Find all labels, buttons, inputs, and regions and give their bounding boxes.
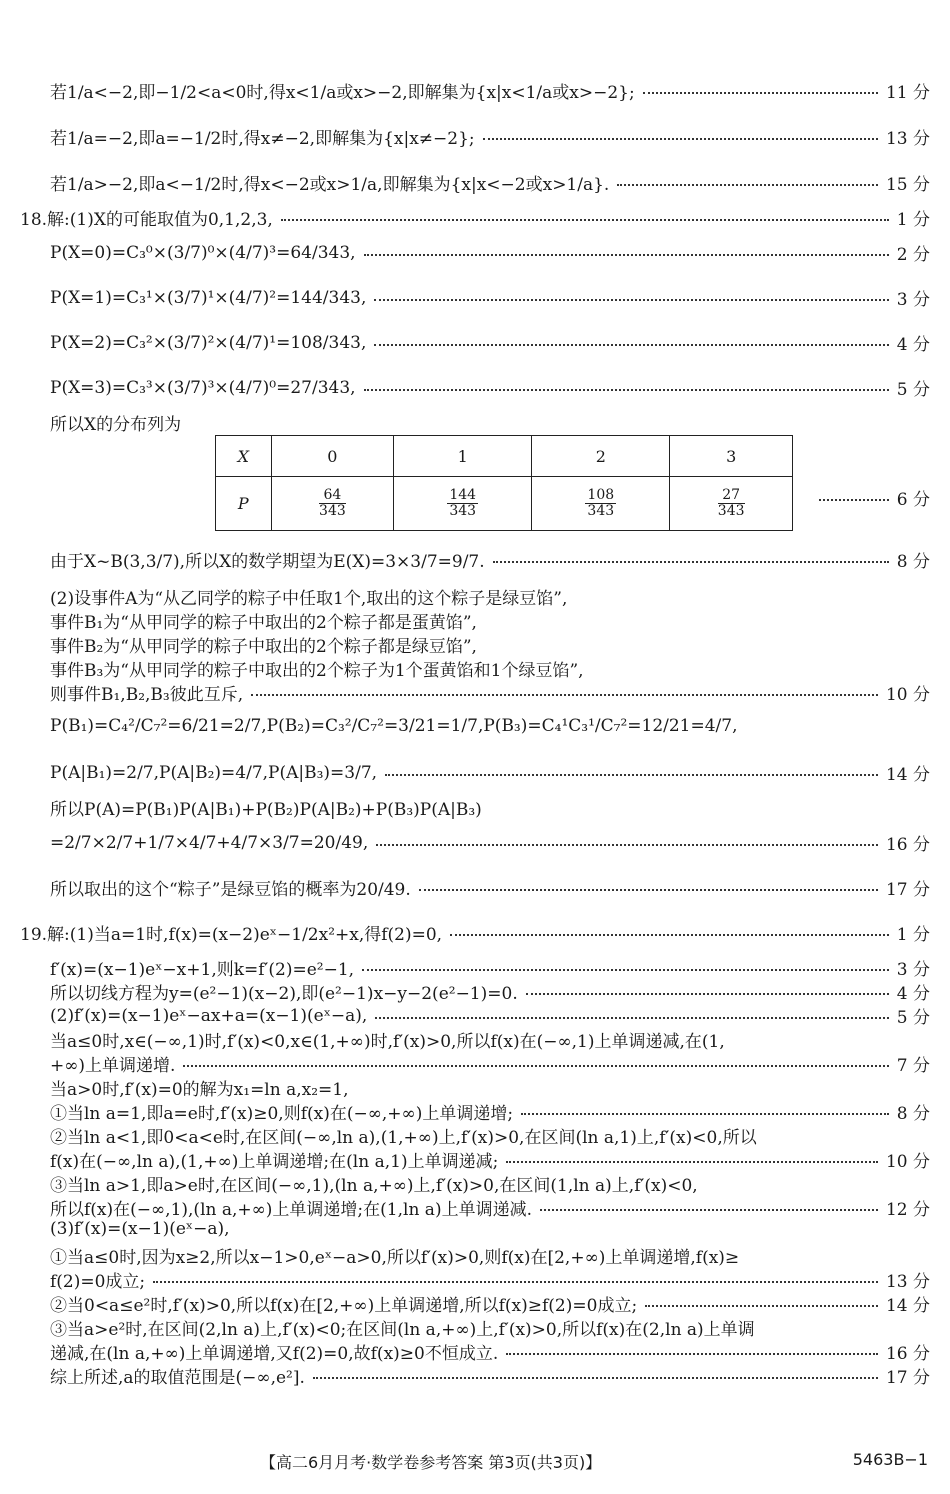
answer-line: P(X=0)=C₃⁰×(3/7)⁰×(4/7)³=64/343, 2 分 [50,242,930,265]
answer-line: 综上所述,a的取值范围是(−∞,e²]. 17 分 [50,1368,930,1388]
fraction: $\frac{64}{343}$ [319,487,346,519]
table-row [216,477,793,531]
table-score: 6 分 [819,485,930,510]
answer-line: 事件B₂为“从甲同学的粽子中取出的2个粽子都是绿豆馅”, [50,637,477,657]
table-cell: 1 [394,436,532,477]
answer-line: 若1/a=−2,即a=−1/2时,得x≠−2,即解集为{x|x≠−2}; 13 分 [50,129,930,149]
answer-line: P(X=3)=C₃³×(3/7)³×(4/7)⁰=27/343, 5 分 [50,377,930,400]
distribution-table [215,435,793,531]
answer-line: 若1/a<−2,即−1/2<a<0时,得x<1/a或x>−2,即解集为{x|x<1/a或x>−2}; 11 分 [50,83,930,103]
footer-title: 【高二6月月考·数学卷参考答案 第3页(共3页)】 [260,1453,602,1472]
answer-line: P(B₁)=C₄²/C₇²=6/21=2/7,P(B₂)=C₃²/C₇²=3/21=1/7,P(B₃)=C₄¹C₃¹/C₇²=12/21=4/7, [50,716,738,736]
answer-line: ②当0<a≤e²时,f′(x)>0,所以f(x)在[2,+∞)上单调递增,所以f(x)≥f(2)=0成立; 14 分 [50,1296,930,1316]
answer-line: (3)f′(x)=(x−1)(eˣ−a), [50,1219,230,1239]
fraction: $\frac{108}{343}$ [587,487,615,519]
answer-line: ①当ln a=1,即a=e时,f′(x)≥0,则f(x)在(−∞,+∞)上单调递增; 8 分 [50,1104,930,1124]
answer-line: 所以切线方程为y=(e²−1)(x−2),即(e²−1)x−y−2(e²−1)=0. 4 分 [50,984,930,1004]
question-18-start: 18.解:(1)X的可能取值为0,1,2,3, 1 分 [20,210,930,230]
answer-line: +∞)上单调递增. 7 分 [50,1056,930,1076]
answer-line: P(X=2)=C₃²×(3/7)²×(4/7)¹=108/343, 4 分 [50,332,930,355]
answer-line: ③当a>e²时,在区间(2,ln a)上,f′(x)<0;在区间(ln a,+∞)上,f′(x)>0,所以f(x)在(2,ln a)上单调 [50,1320,755,1340]
answer-line: 若1/a>−2,即a<−1/2时,得x<−2或x>1/a,即解集为{x|x<−2或x>1/a}. 15 分 [50,175,930,195]
answer-line: P(X=1)=C₃¹×(3/7)¹×(4/7)²=144/343, 3 分 [50,287,930,310]
answer-line: ②当ln a<1,即0<a<e时,在区间(−∞,ln a),(1,+∞)上,f′(x)>0,在区间(ln a,1)上,f′(x)<0,所以 [50,1128,757,1148]
fraction: $\frac{144}{343}$ [449,487,477,519]
table-cell: P [216,477,272,531]
answer-line: 当a≤0时,x∈(−∞,1)时,f′(x)<0,x∈(1,+∞)时,f′(x)>0,所以f(x)在(−∞,1)上单调递减,在(1, [50,1032,725,1052]
table-cell [394,477,532,531]
answer-line: f′(x)=(x−1)eˣ−x+1,则k=f′(2)=e²−1, 3 分 [50,960,930,980]
footer-code: 5463B−1 [852,1450,928,1469]
fraction: $\frac{27}{343}$ [717,487,745,519]
table-cell: 3 [670,436,793,477]
answer-line: 所以取出的这个“粽子”是绿豆馅的概率为20/49. 17 分 [50,880,930,900]
answer-line: 由于X~B(3,3/7),所以X的数学期望为E(X)=3×3/7=9/7. 8 分 [50,552,930,572]
answer-line: (2)设事件A为“从乙同学的粽子中任取1个,取出的这个粽子是绿豆馅”, [50,589,568,609]
answer-line: 所以X的分布列为 [50,415,182,435]
table-cell: 0 [271,436,394,477]
answer-line: f(x)在(−∞,ln a),(1,+∞)上单调递增;在(ln a,1)上单调递减; 10 分 [50,1152,930,1172]
answer-line: 当a>0时,f′(x)=0的解为x₁=ln a,x₂=1, [50,1080,349,1100]
page-footer [0,1450,950,1474]
answer-line: 则事件B₁,B₂,B₃彼此互斥, 10 分 [50,685,930,705]
answer-line: 所以f(x)在(−∞,1),(ln a,+∞)上单调递增;在(1,ln a)上单调递减. 12 分 [50,1200,930,1220]
answer-line: 递减,在(ln a,+∞)上单调递增,又f(2)=0,故f(x)≥0不恒成立. 16 分 [50,1344,930,1364]
answer-line: 所以P(A)=P(B₁)P(A|B₁)+P(B₂)P(A|B₂)+P(B₃)P(A|B₃) [50,800,482,820]
answer-line: 事件B₁为“从甲同学的粽子中取出的2个粽子都是蛋黄馅”, [50,613,477,633]
table-cell: X [216,436,272,477]
question-19-start: 19.解:(1)当a=1时,f(x)=(x−2)eˣ−1/2x²+x,得f(2)=0, 1 分 [20,925,930,945]
table-cell [670,477,793,531]
answer-line: ①当a≤0时,因为x≥2,所以x−1>0,eˣ−a>0,所以f′(x)>0,则f(x)在[2,+∞)上单调递增,f(x)≥ [50,1248,740,1268]
answer-line: P(A|B₁)=2/7,P(A|B₂)=4/7,P(A|B₃)=3/7, 14 分 [50,762,930,785]
answer-line: (2)f′(x)=(x−1)eˣ−ax+a=(x−1)(eˣ−a), 5 分 [50,1005,930,1028]
table-cell: 2 [532,436,670,477]
answer-line: ③当ln a>1,即a>e时,在区间(−∞,1),(ln a,+∞)上,f′(x)>0,在区间(1,ln a)上,f′(x)<0, [50,1176,698,1196]
answer-line: 事件B₃为“从甲同学的粽子中取出的2个粽子为1个蛋黄馅和1个绿豆馅”, [50,661,584,681]
table-cell [271,477,394,531]
table-cell [532,477,670,531]
answer-line: =2/7×2/7+1/7×4/7+4/7×3/7=20/49, 16 分 [50,832,930,855]
table-row [216,436,793,477]
answer-line: f(2)=0成立; 13 分 [50,1272,930,1292]
